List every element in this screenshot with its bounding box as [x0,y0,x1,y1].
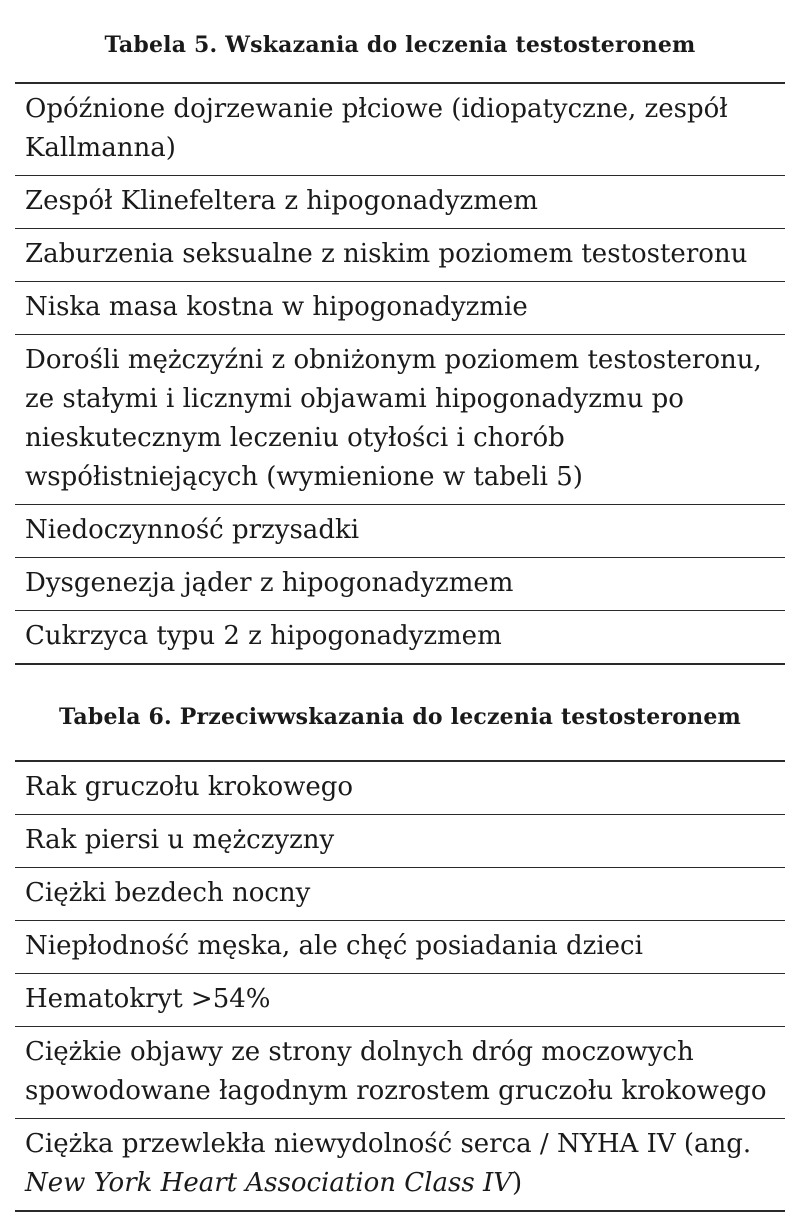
row-text: Ciężka przewlekła niewydolność serca / NYHA IV (ang. [25,1129,752,1159]
table-row: Dorośli mężczyźni z obniżonym poziomem testosteronu, ze stałymi i licznymi objawami hipogonadyzmu po nieskutecznym leczeniu otyłości i chorób współistniejących (wymienione w tabeli 5) [15,335,785,505]
table-row: Zespół Klinefeltera z hipogonadyzmem [15,176,785,229]
table-row: Ciężkie objawy ze strony dolnych dróg moczowych spowodowane łagodnym rozrostem gruczołu krokowego [15,1027,785,1119]
table-row: Dysgenezja jąder z hipogonadyzmem [15,558,785,611]
table-6-title: Tabela 6. Przeciwwskazania do leczenia testosteronem [58,704,742,730]
row-italic-text: New York Heart Association Class IV [25,1168,512,1198]
table-row: Opóźnione dojrzewanie płciowe (idiopatyczne, zespół Kallmanna) [15,84,785,176]
table-row: Hematokryt >54% [15,974,785,1027]
table-row: Cukrzyca typu 2 z hipogonadyzmem [15,611,785,665]
table-row: Ciężki bezdech nocny [15,868,785,921]
table-row: Zaburzenia seksualne z niskim poziomem testosteronu [15,229,785,282]
row-suffix: ) [512,1168,523,1198]
table-5 [15,82,785,665]
table-6 [15,760,785,1212]
table-row: Rak gruczołu krokowego [15,762,785,815]
table-row: Niepłodność męska, ale chęć posiadania dzieci [15,921,785,974]
document-page [15,0,785,1212]
table-5-title: Tabela 5. Wskazania do leczenia testosteronem [104,32,696,58]
table-row-last [15,1119,785,1212]
table-row: Niska masa kostna w hipogonadyzmie [15,282,785,335]
table-row: Niedoczynność przysadki [15,505,785,558]
table-row: Rak piersi u mężczyzny [15,815,785,868]
